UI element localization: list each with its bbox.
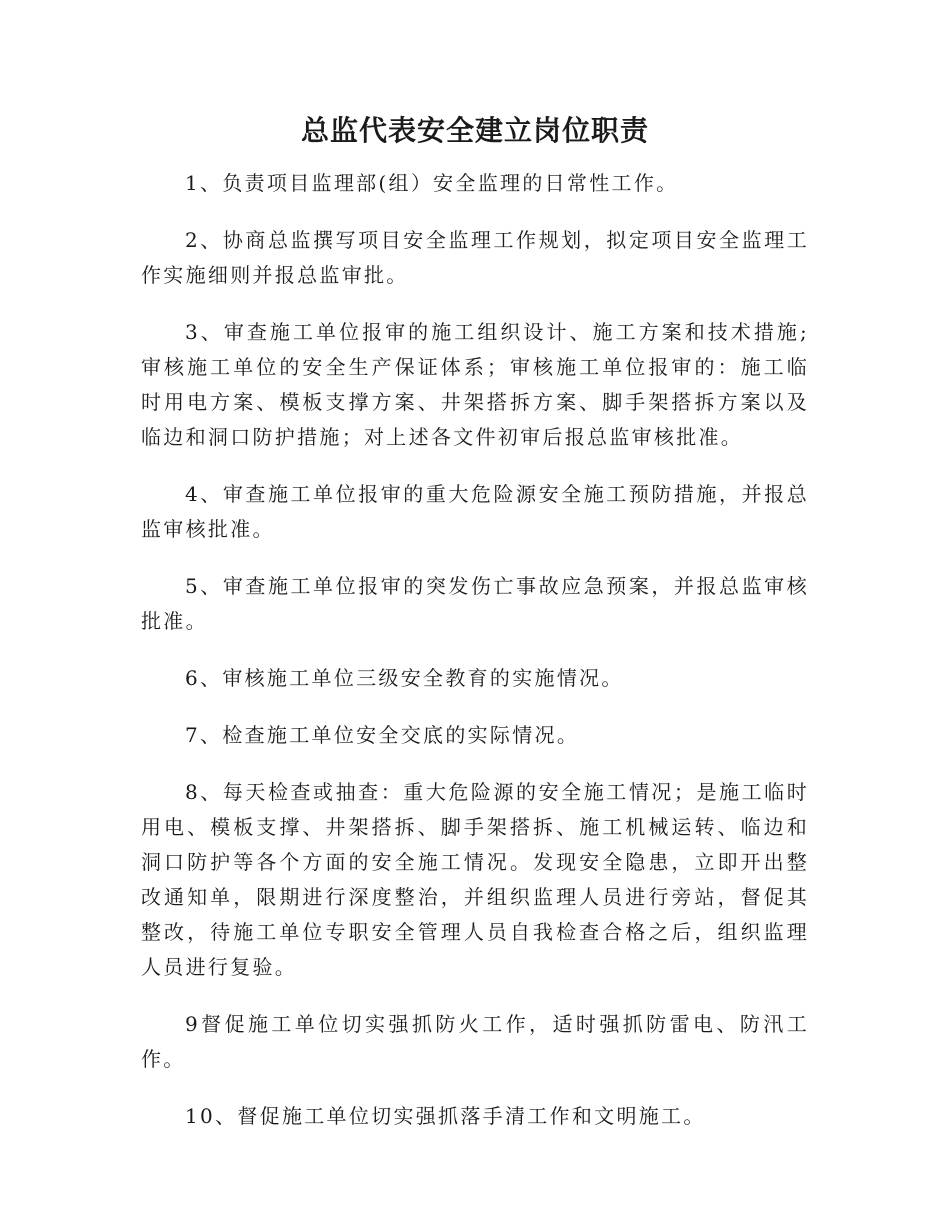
paragraph-2: 2、协商总监撰写项目安全监理工作规划，拟定项目安全监理工作实施细则并报总监审批。	[141, 228, 809, 287]
paragraph-4: 4、审查施工单位报审的重大危险源安全施工预防措施，并报总监审核批准。	[141, 482, 809, 541]
document-title: 总监代表安全建立岗位职责	[300, 114, 649, 147]
paragraph-5: 5、审查施工单位报审的突发伤亡事故应急预案，并报总监审核批准。	[141, 574, 809, 633]
paragraph-10: 10、督促施工单位切实强抓落手清工作和文明施工。	[185, 1104, 706, 1128]
paragraph-9: 9督促施工单位切实强抓防火工作，适时强抓防雷电、防汛工作。	[141, 1012, 809, 1071]
paragraph-8: 8、每天检查或抽查：重大危险源的安全施工情况；是施工临时用电、模板支撑、井架搭拆、脚手架搭拆、施工机械运转、临边和洞口防护等各个方面的安全施工情况。发现安全隐患，立即开出整改通知单，限期进行深度整治，并组织监理人员进行旁站，督促其整改，待施工单位专职安全管理人员自我检查合格之后，组织监理人员进行复验。	[141, 780, 809, 979]
paragraph-7: 7、检查施工单位安全交底的实际情况。	[185, 723, 580, 747]
paragraph-6: 6、审核施工单位三级安全教育的实施情况。	[185, 666, 624, 690]
paragraph-3: 3、审查施工单位报审的施工组织设计、施工方案和技术措施;审核施工单位的安全生产保证体系；审核施工单位报审的：施工临时用电方案、模板支撑方案、井架搭拆方案、脚手架搭拆方案以及临边和洞口防护措施；对上述各文件初审后报总监审核批准。	[141, 320, 809, 449]
document-body	[141, 166, 809, 1156]
paragraph-1: 1、负责项目监理部(组）安全监理的日常性工作。	[185, 171, 679, 195]
